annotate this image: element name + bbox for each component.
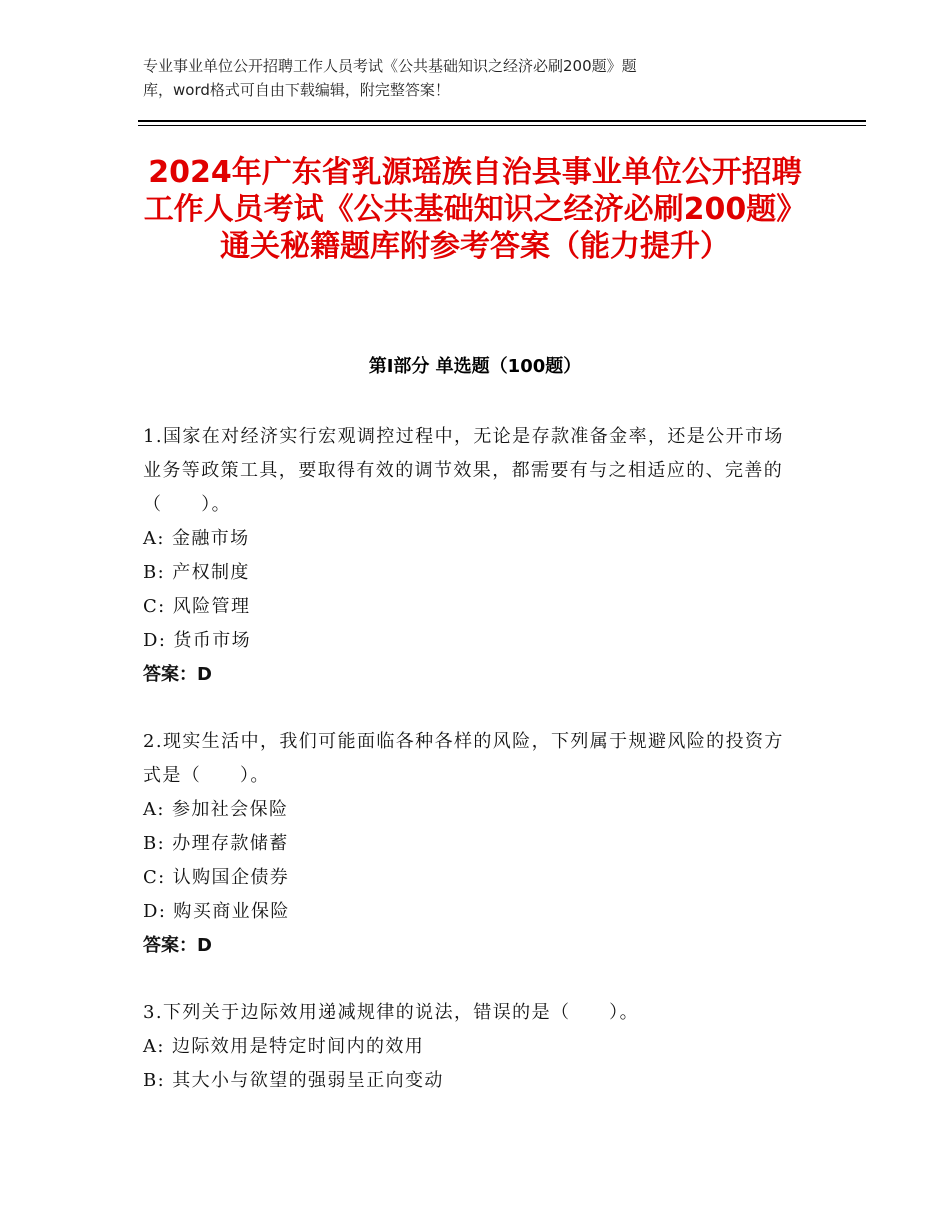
option-b: B: 办理存款储蓄	[143, 833, 289, 854]
option-b: B: 其大小与欲望的强弱呈正向变动	[143, 1070, 444, 1091]
question-stem: 2.现实生活中，我们可能面临各种各样的风险，下列属于规避风险的投资方式是（ ）。	[143, 731, 784, 786]
option-a: A: 金融市场	[143, 528, 250, 549]
answer-label: 答案：D	[143, 935, 212, 956]
question-stem: 3.下列关于边际效用递减规律的说法，错误的是（ ）。	[143, 1002, 639, 1023]
header-divider-thin	[138, 125, 866, 126]
question-stem: 1.国家在对经济实行宏观调控过程中，无论是存款准备金率，还是公开市场业务等政策工具，要取得有效的调节效果，都需要有与之相适应的、完善的（ ）。	[143, 426, 784, 515]
header-divider-thick	[138, 120, 866, 122]
document-title: 2024年广东省乳源瑶族自治县事业单位公开招聘工作人员考试《公共基础知识之经济必刷200题》通关秘籍题库附参考答案（能力提升）	[143, 155, 807, 264]
option-b: B: 产权制度	[143, 562, 250, 583]
question-list	[143, 420, 803, 1131]
question-2	[143, 725, 803, 963]
option-a: A: 参加社会保险	[143, 799, 289, 820]
option-a: A: 边际效用是特定时间内的效用	[143, 1036, 425, 1057]
header-note-line-2: 库，word格式可自由下载编辑，附完整答案！	[143, 81, 450, 99]
answer-label: 答案：D	[143, 664, 212, 685]
section-heading: 第Ⅰ部分 单选题（100题）	[368, 356, 582, 377]
header-note	[143, 54, 783, 102]
option-d: D: 购买商业保险	[143, 901, 290, 922]
question-3	[143, 996, 803, 1098]
question-1	[143, 420, 803, 692]
header-note-line-1: 专业事业单位公开招聘工作人员考试《公共基础知识之经济必刷200题》题	[143, 57, 637, 75]
option-d: D: 货币市场	[143, 630, 252, 651]
option-c: C: 风险管理	[143, 596, 251, 617]
option-c: C: 认购国企债券	[143, 867, 290, 888]
